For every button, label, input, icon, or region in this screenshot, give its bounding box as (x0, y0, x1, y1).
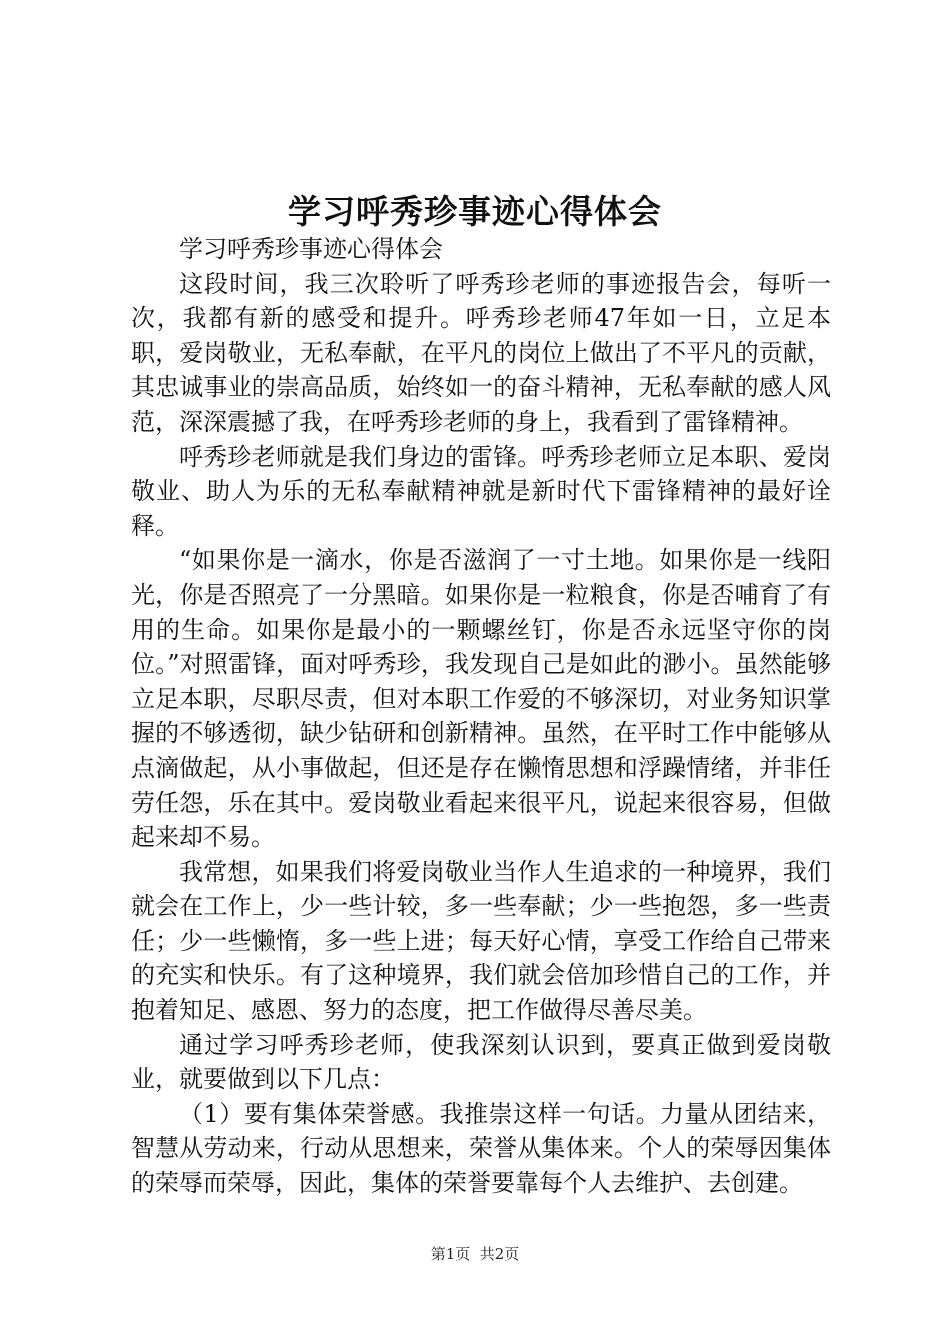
paragraph-point-1: （1）要有集体荣誉感。我推崇这样一句话。力量从团结来，智慧从劳动来，行动从思想来，荣誉从集体来。个人的荣辱因集体的荣辱而荣辱，因此，集体的荣誉要靠每个人去维护、去创建。 (131, 1099, 831, 1198)
paragraph-lei-feng: 呼秀珍老师就是我们身边的雷锋。呼秀珍老师立足本职、爱岗敬业、助人为乐的无私奉献精神就是新时代下雷锋精神的最好诠释。 (131, 442, 831, 540)
paragraph-reflection: 我常想，如果我们将爱岗敬业当作人生追求的一种境界，我们就会在工作上，少一些计较，多一些奉献；少一些抱怨，多一些责任；少一些懒惰，多一些上进；每天好心情，享受工作给自己带来的充实和快乐。有了这种境界，我们就会倍加珍惜自己的工作，并抱着知足、感恩、努力的态度，把工作做得尽善尽美。 (131, 857, 831, 1025)
page-footer (0, 1243, 950, 1264)
page-number: 第1页 共2页 (430, 1245, 520, 1263)
paragraph-lessons: 通过学习呼秀珍老师，使我深刻认识到，要真正做到爱岗敬业，就要做到以下几点： (131, 1030, 831, 1094)
document-body (131, 232, 831, 1201)
page-title: 学习呼秀珍事迹心得体会 (288, 192, 662, 231)
paragraph-subtitle: 学习呼秀珍事迹心得体会 (179, 235, 443, 263)
paragraph-intro: 这段时间，我三次聆听了呼秀珍老师的事迹报告会，每听一次，我都有新的感受和提升。呼秀珍老师47年如一日，立足本职，爱岗敬业，无私奉献，在平凡的岗位上做出了不平凡的贡献，其忠诚事业的崇高品质，始终如一的奋斗精神，无私奉献的感人风范，深深震撼了我，在呼秀珍老师的身上，我看到了雷锋精神。 (131, 269, 831, 436)
paragraph-quote: “如果你是一滴水，你是否滋润了一寸土地。如果你是一线阳光，你是否照亮了一分黑暗。如果你是一粒粮食，你是否哺育了有用的生命。如果你是最小的一颗螺丝钉，你是否永远坚守你的岗位。”对照雷锋，面对呼秀珍，我发现自己是如此的渺小。虽然能够立足本职，尽职尽责，但对本职工作爱的不够深切，对业务知识掌握的不够透彻，缺少钻研和创新精神。虽然，在平时工作中能够从点滴做起，从小事做起，但还是存在懒惰思想和浮躁情绪，并非任劳任怨，乐在其中。爱岗敬业看起来很平凡，说起来很容易，但做起来却不易。 (131, 546, 831, 852)
